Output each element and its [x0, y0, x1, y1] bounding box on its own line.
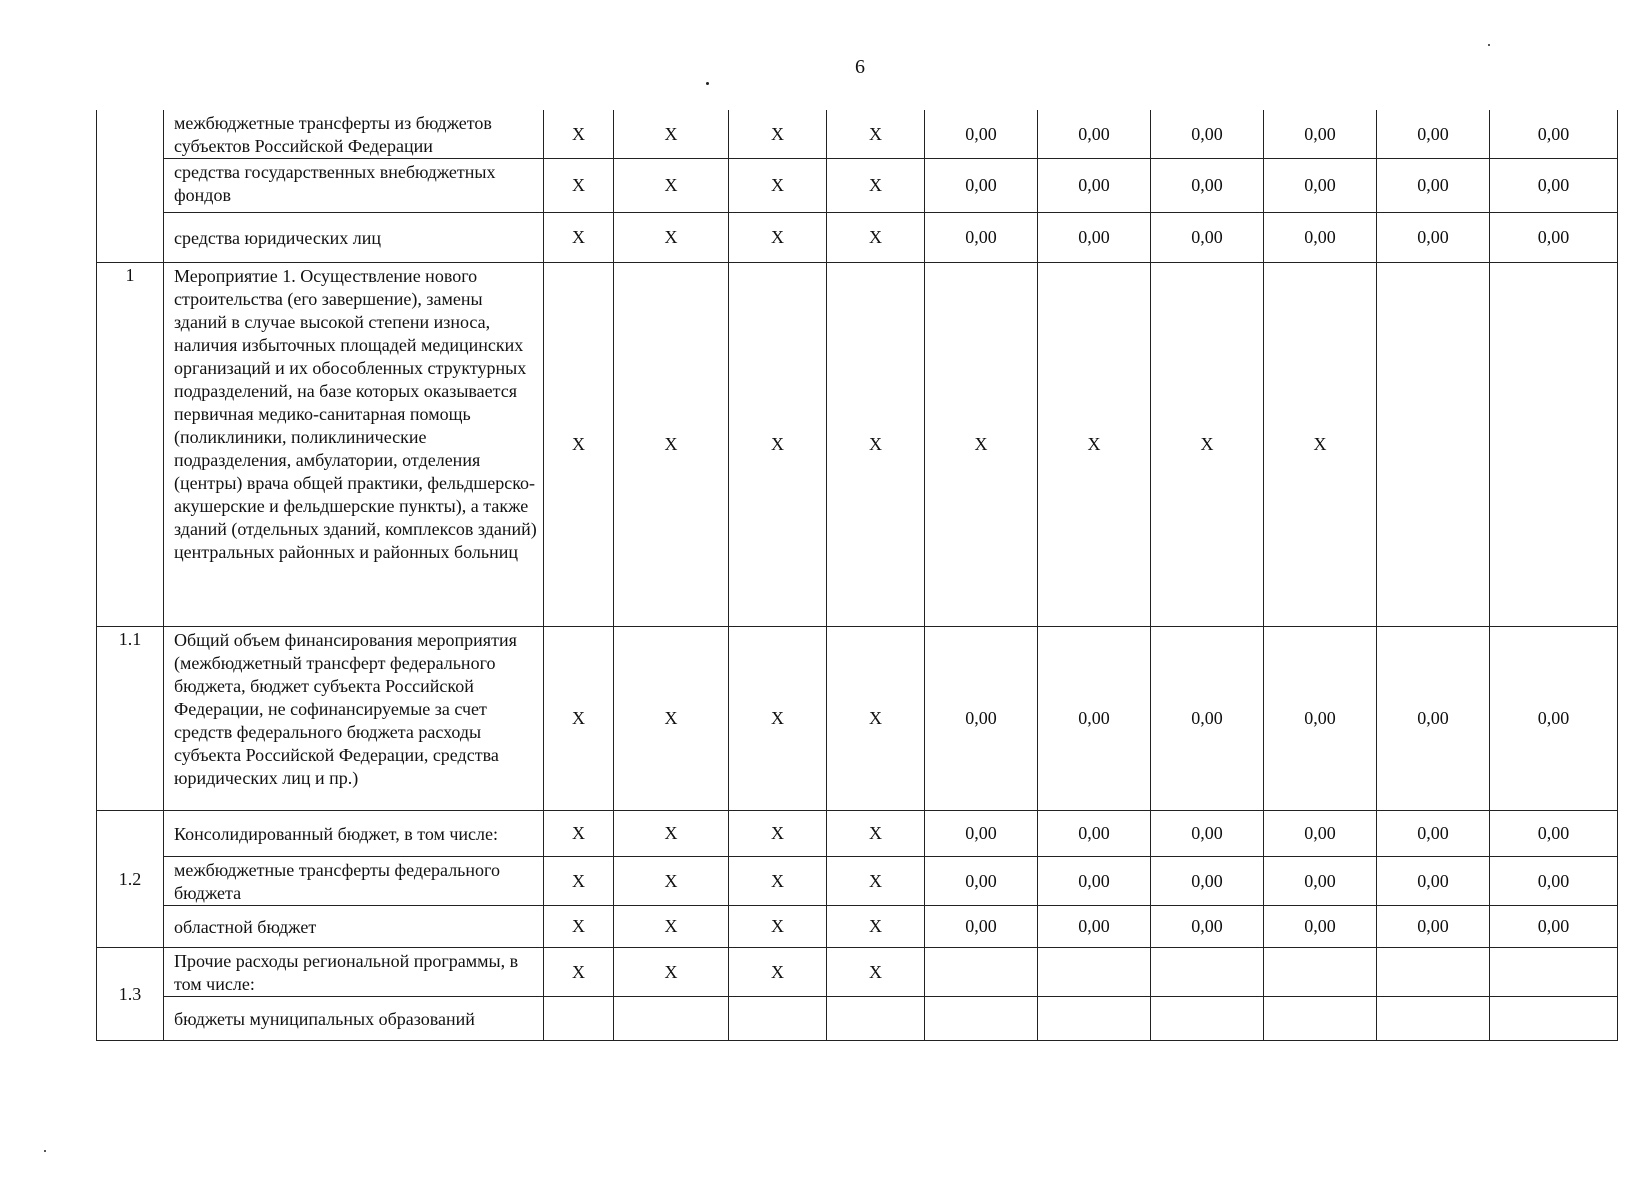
- row-name-cell: Общий объем финансирования мероприятия (межбюджетный трансферт федерального бюджета, бюджет субъекта Российской Федерации, не софинансируемые за счет средств федерального бюджета расходы субъекта Российской Федерации, средства юридических лиц и пр.): [164, 627, 544, 811]
- value-cell: 0,00: [1151, 906, 1264, 948]
- value-cell: [925, 948, 1038, 997]
- value-cell: X: [614, 857, 729, 906]
- value-cell: 0,00: [1038, 159, 1151, 213]
- value-cell: [729, 997, 827, 1041]
- value-cell: 0,00: [1151, 159, 1264, 213]
- value-cell: [1264, 997, 1377, 1041]
- value-cell: 0,00: [1377, 857, 1490, 906]
- table-row: [97, 110, 1618, 159]
- value-cell: X: [827, 110, 925, 159]
- value-cell: [614, 997, 729, 1041]
- table-row: [97, 627, 1618, 811]
- value-cell: 0,00: [925, 857, 1038, 906]
- value-cell: [827, 997, 925, 1041]
- value-cell: 0,00: [1038, 627, 1151, 811]
- value-cell: 0,00: [1490, 159, 1618, 213]
- value-cell: X: [729, 627, 827, 811]
- value-cell: [1490, 263, 1618, 627]
- value-cell: 0,00: [1151, 811, 1264, 857]
- value-cell: X: [1151, 263, 1264, 627]
- value-cell: 0,00: [1264, 627, 1377, 811]
- value-cell: X: [614, 948, 729, 997]
- value-cell: 0,00: [925, 627, 1038, 811]
- value-cell: [544, 997, 614, 1041]
- value-cell: X: [614, 213, 729, 263]
- value-cell: [1264, 948, 1377, 997]
- value-cell: X: [729, 110, 827, 159]
- value-cell: 0,00: [1038, 213, 1151, 263]
- funding-table: [96, 110, 1618, 1041]
- row-name-cell: Мероприятие 1. Осуществление нового строительства (его завершение), замены зданий в случае высокой степени износа, наличия избыточных площадей медицинских организаций и их обособленных структурных подразделений, на базе которых оказывается первичная медико-санитарная помощь (поликлиники, поликлинические подразделения, амбулатории, отделения (центры) врача общей практики, фельдшерско-акушерские и фельдшерские пункты), а также зданий (отдельных зданий, комплексов зданий) центральных районных и районных больниц: [164, 263, 544, 627]
- value-cell: X: [827, 948, 925, 997]
- value-cell: 0,00: [1264, 857, 1377, 906]
- value-cell: 0,00: [1264, 159, 1377, 213]
- value-cell: X: [827, 906, 925, 948]
- value-cell: 0,00: [1038, 811, 1151, 857]
- value-cell: X: [1264, 263, 1377, 627]
- value-cell: 0,00: [1490, 110, 1618, 159]
- value-cell: X: [544, 627, 614, 811]
- value-cell: [1038, 948, 1151, 997]
- row-name-cell: средства юридических лиц: [164, 213, 544, 263]
- value-cell: X: [614, 263, 729, 627]
- value-cell: 0,00: [1151, 857, 1264, 906]
- value-cell: X: [827, 159, 925, 213]
- value-cell: X: [729, 263, 827, 627]
- table-row: [97, 857, 1618, 906]
- value-cell: 0,00: [1377, 627, 1490, 811]
- value-cell: X: [544, 857, 614, 906]
- value-cell: 0,00: [925, 110, 1038, 159]
- value-cell: X: [729, 857, 827, 906]
- value-cell: 0,00: [1264, 906, 1377, 948]
- value-cell: 0,00: [925, 213, 1038, 263]
- value-cell: [1377, 263, 1490, 627]
- value-cell: 0,00: [1151, 213, 1264, 263]
- value-cell: X: [544, 811, 614, 857]
- value-cell: [1151, 997, 1264, 1041]
- value-cell: 0,00: [1264, 811, 1377, 857]
- table-row: [97, 811, 1618, 857]
- value-cell: X: [614, 627, 729, 811]
- value-cell: X: [729, 213, 827, 263]
- value-cell: X: [827, 213, 925, 263]
- value-cell: X: [827, 811, 925, 857]
- value-cell: X: [729, 906, 827, 948]
- value-cell: 0,00: [925, 811, 1038, 857]
- table-row: [97, 159, 1618, 213]
- value-cell: 0,00: [925, 906, 1038, 948]
- value-cell: [1490, 948, 1618, 997]
- value-cell: 0,00: [1377, 906, 1490, 948]
- table-row: [97, 213, 1618, 263]
- row-number-cell: 1: [97, 263, 164, 627]
- value-cell: X: [544, 263, 614, 627]
- table-row: [97, 263, 1618, 627]
- value-cell: [1038, 997, 1151, 1041]
- row-name-cell: межбюджетные трансферты федерального бюджета: [164, 857, 544, 906]
- table-row: [97, 906, 1618, 948]
- value-cell: [1490, 997, 1618, 1041]
- value-cell: X: [544, 213, 614, 263]
- value-cell: 0,00: [1038, 857, 1151, 906]
- scan-speck: [1488, 44, 1490, 46]
- value-cell: [1377, 997, 1490, 1041]
- value-cell: 0,00: [1264, 213, 1377, 263]
- value-cell: 0,00: [1377, 811, 1490, 857]
- value-cell: 0,00: [1490, 811, 1618, 857]
- value-cell: 0,00: [1038, 906, 1151, 948]
- value-cell: 0,00: [1377, 213, 1490, 263]
- value-cell: 0,00: [1377, 110, 1490, 159]
- value-cell: X: [827, 627, 925, 811]
- value-cell: X: [544, 110, 614, 159]
- value-cell: X: [925, 263, 1038, 627]
- row-name-cell: межбюджетные трансферты из бюджетов субъектов Российской Федерации: [164, 110, 544, 159]
- value-cell: 0,00: [1264, 110, 1377, 159]
- value-cell: 0,00: [1038, 110, 1151, 159]
- value-cell: [925, 997, 1038, 1041]
- value-cell: X: [729, 811, 827, 857]
- value-cell: 0,00: [1490, 213, 1618, 263]
- value-cell: X: [544, 906, 614, 948]
- value-cell: X: [544, 159, 614, 213]
- value-cell: X: [1038, 263, 1151, 627]
- table-row: [97, 997, 1618, 1041]
- row-name-cell: Прочие расходы региональной программы, в том числе:: [164, 948, 544, 997]
- scan-speck: [44, 1150, 46, 1152]
- value-cell: X: [729, 948, 827, 997]
- value-cell: 0,00: [925, 159, 1038, 213]
- value-cell: 0,00: [1490, 627, 1618, 811]
- table-row: [97, 948, 1618, 997]
- value-cell: X: [614, 906, 729, 948]
- value-cell: 0,00: [1151, 110, 1264, 159]
- row-name-cell: средства государственных внебюджетных фондов: [164, 159, 544, 213]
- row-name-cell: бюджеты муниципальных образований: [164, 997, 544, 1041]
- row-number-cell: 1.2: [97, 811, 164, 948]
- value-cell: X: [544, 948, 614, 997]
- value-cell: 0,00: [1490, 857, 1618, 906]
- value-cell: 0,00: [1151, 627, 1264, 811]
- value-cell: X: [614, 110, 729, 159]
- row-name-cell: областной бюджет: [164, 906, 544, 948]
- value-cell: X: [827, 263, 925, 627]
- table-body: [97, 110, 1618, 1041]
- row-number-cell: [97, 110, 164, 263]
- value-cell: X: [827, 857, 925, 906]
- row-number-cell: 1.1: [97, 627, 164, 811]
- value-cell: X: [729, 159, 827, 213]
- value-cell: X: [614, 159, 729, 213]
- row-number-cell: 1.3: [97, 948, 164, 1041]
- row-name-cell: Консолидированный бюджет, в том числе:: [164, 811, 544, 857]
- value-cell: [1151, 948, 1264, 997]
- scan-speck: [706, 82, 709, 85]
- value-cell: X: [614, 811, 729, 857]
- page-number: 6: [855, 56, 865, 78]
- value-cell: 0,00: [1490, 906, 1618, 948]
- value-cell: 0,00: [1377, 159, 1490, 213]
- value-cell: [1377, 948, 1490, 997]
